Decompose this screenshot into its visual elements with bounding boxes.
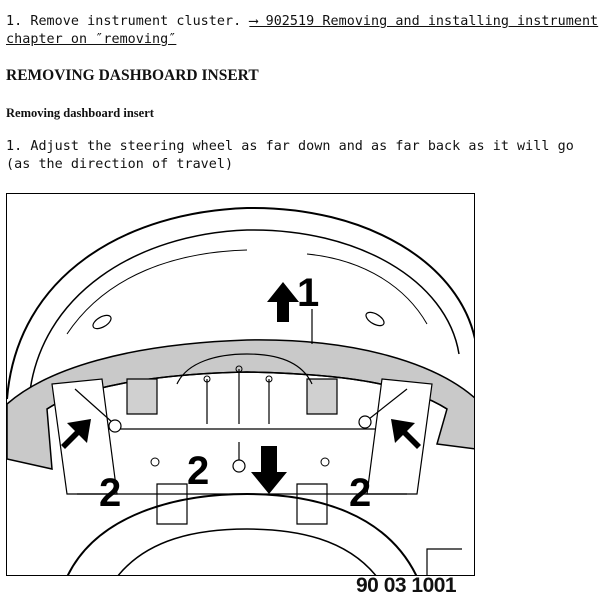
arrow-up — [267, 282, 299, 322]
step-remove-instrument-cluster — [6, 13, 602, 49]
callout-screw-left: 2 — [99, 471, 122, 515]
step-adjust-steering-wheel: 1. Adjust the steering wheel as far down and as far back as it will go (as the direction of travel) — [6, 139, 574, 172]
reference-link[interactable]: ⟶ 902519 Removing and installing instrument chapter on ″removing″ — [6, 14, 599, 47]
screw-center — [233, 442, 245, 472]
subsection-heading: Removing dashboard insert — [6, 106, 154, 120]
figure-number: 90 03 1001 — [356, 574, 457, 597]
technical-illustration — [6, 193, 475, 576]
step-text: 1. Remove instrument cluster. — [6, 14, 250, 29]
callout-screw-right: 2 — [349, 471, 372, 515]
dashboard-insert-drawing — [7, 194, 475, 576]
callout-cover: 1 — [297, 271, 320, 315]
arrow-down — [251, 446, 287, 494]
section-heading: REMOVING DASHBOARD INSERT — [6, 67, 259, 84]
callout-screw-center: 2 — [187, 449, 210, 493]
